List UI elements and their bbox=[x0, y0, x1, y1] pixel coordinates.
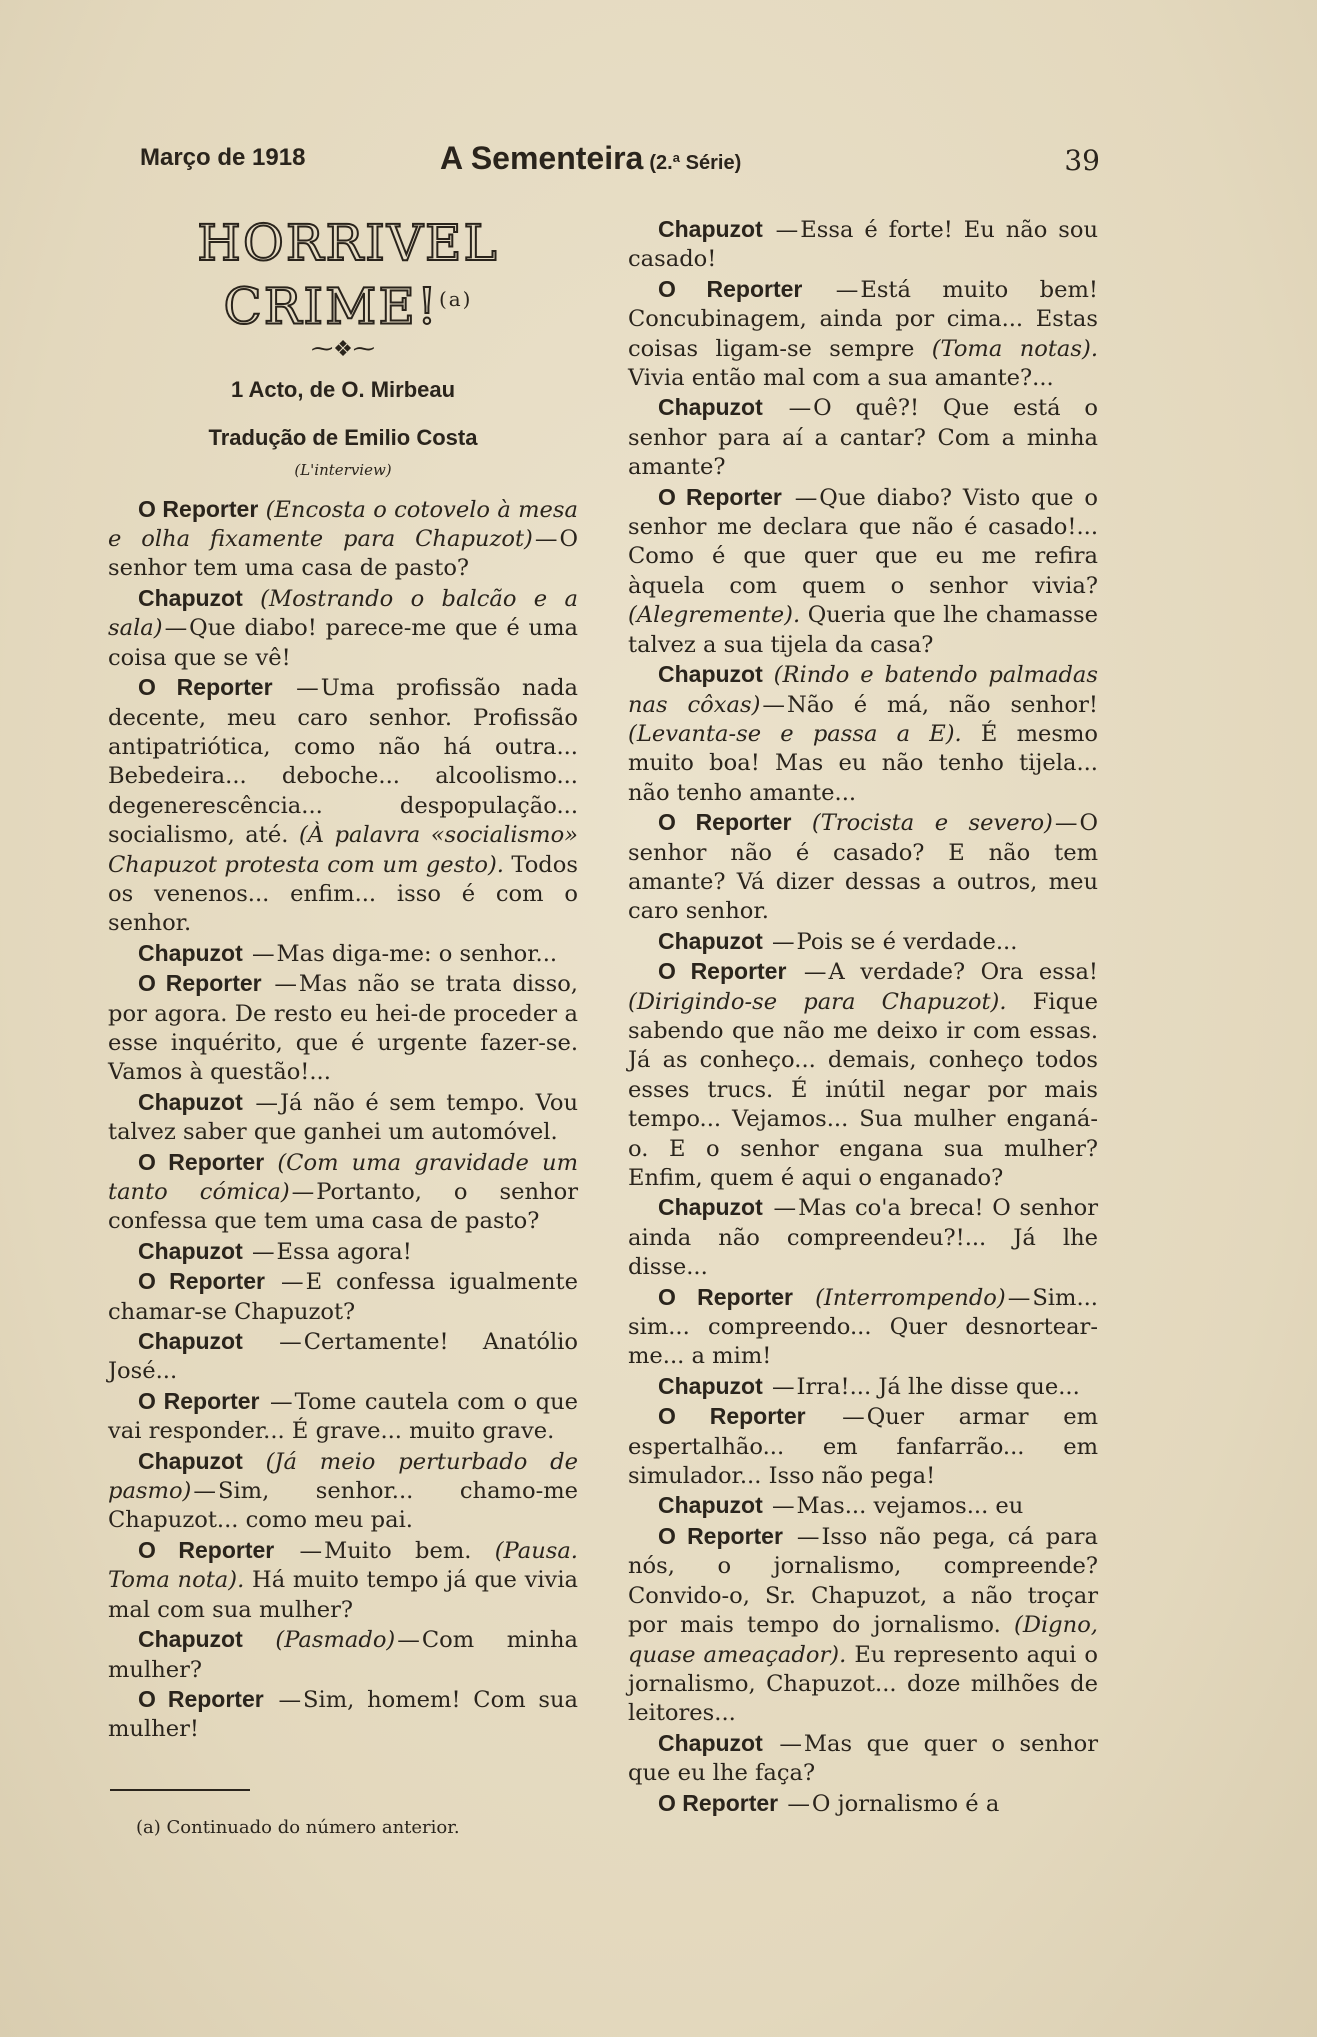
stage-direction: (Rindo e batendo palmadas nas côxas) bbox=[628, 662, 1098, 718]
dialogue-line bbox=[108, 1088, 578, 1148]
right-column bbox=[628, 215, 1098, 1819]
dialogue-text: Portanto, o senhor confessa que tem uma casa de pasto? bbox=[108, 1179, 579, 1235]
dialogue-text: Tome cautela com o que vai responder... É grave... muito grave. bbox=[108, 1388, 578, 1445]
dialogue-line bbox=[628, 1283, 1098, 1372]
dialogue-text: Que diabo! parece-me que é uma coisa que se vê! bbox=[108, 615, 578, 671]
dialogue-line bbox=[108, 1267, 578, 1327]
dialogue-text: Certamente! Anatólio José... bbox=[108, 1329, 578, 1385]
left-column bbox=[108, 215, 578, 1842]
em-dash: — bbox=[251, 1238, 275, 1265]
stage-direction: (Trocista e severo) bbox=[811, 810, 1053, 837]
speaker-name: Chapuzot bbox=[658, 1194, 763, 1221]
dialogue-line bbox=[628, 275, 1098, 394]
speaker-name: Chapuzot bbox=[138, 584, 243, 611]
subtitle: (L'interview) bbox=[294, 460, 392, 479]
dialogue-text: Essa é forte! Eu não sou casado! bbox=[628, 217, 1098, 273]
dialogue-text: O quê?! Que está o senhor para aí a cantar? Com a minha amante? bbox=[628, 395, 1098, 481]
speaker-name: Chapuzot bbox=[138, 1328, 243, 1355]
speaker-name: Chapuzot bbox=[658, 394, 763, 421]
dialogue-line bbox=[628, 808, 1098, 927]
speaker-name: O Reporter bbox=[138, 1536, 275, 1563]
dialogue-line bbox=[108, 969, 578, 1088]
em-dash: — bbox=[397, 1627, 420, 1654]
translator: Tradução de Emilio Costa bbox=[208, 424, 478, 450]
dialogue-line bbox=[628, 1729, 1098, 1789]
dialogue-text: Há muito tempo já que vivia mal com sua mulher? bbox=[108, 1567, 579, 1623]
em-dash: — bbox=[788, 395, 812, 422]
speaker-name: Chapuzot bbox=[138, 1447, 243, 1474]
dialogue-line bbox=[108, 1447, 578, 1536]
speaker-name: O Reporter bbox=[658, 809, 792, 836]
dialogue-line bbox=[108, 939, 578, 969]
speaker-name: O Reporter bbox=[658, 275, 803, 302]
speaker-name: Chapuzot bbox=[658, 927, 763, 954]
em-dash: — bbox=[255, 1089, 278, 1116]
dialogue-line bbox=[108, 1237, 578, 1267]
em-dash: — bbox=[274, 971, 297, 998]
dialogue-text: Não é má, não senhor! bbox=[786, 691, 1098, 718]
dialogue-text: Mas que quer o senhor que eu lhe faça? bbox=[628, 1730, 1098, 1787]
stage-direction: (Já meio perturbado de pasmo) bbox=[108, 1448, 578, 1505]
speaker-name: O Reporter bbox=[138, 674, 273, 701]
speaker-name: Chapuzot bbox=[138, 1088, 243, 1115]
speaker-name: O Reporter bbox=[658, 958, 787, 985]
dialogue-line bbox=[108, 495, 578, 584]
stage-direction: (Dirigindo-se para Chapuzot). bbox=[628, 988, 1007, 1015]
speaker-name: Chapuzot bbox=[658, 661, 763, 688]
em-dash: — bbox=[534, 526, 558, 553]
dialogue-line bbox=[108, 1536, 578, 1625]
speaker-name: O Reporter bbox=[658, 1403, 806, 1430]
dialogue-line bbox=[628, 1372, 1098, 1402]
publication-serie: (2.ª Série) bbox=[649, 152, 742, 174]
dialogue-line bbox=[108, 584, 578, 673]
dialogue-text: Sim... sim... compreendo... Quer desnortear-me... a mim! bbox=[628, 1284, 1098, 1370]
stage-direction: (Levanta-se e passa a E). bbox=[628, 720, 962, 747]
dialogue-line bbox=[628, 957, 1098, 1193]
em-dash: — bbox=[1054, 810, 1078, 837]
dialogue-line bbox=[628, 1789, 1098, 1819]
dialogue-line bbox=[628, 215, 1098, 275]
dialogue-text: Que diabo? Visto que o senhor me declara que não é casado!... Como é que quer que eu me refira àquela com quem o senhor vivia? bbox=[628, 484, 1098, 599]
dialogue-right bbox=[628, 215, 1098, 1819]
dialogue-line bbox=[628, 1522, 1098, 1729]
dialogue-text: Irra!... Já lhe disse que... bbox=[796, 1373, 1080, 1400]
speaker-name: O Reporter bbox=[138, 1148, 265, 1175]
em-dash: — bbox=[296, 675, 319, 702]
page-header bbox=[140, 140, 1100, 180]
dialogue-line bbox=[628, 1193, 1098, 1282]
publication-name: A Sementeira bbox=[440, 140, 644, 176]
dialogue-line bbox=[108, 673, 578, 939]
em-dash: — bbox=[270, 1388, 293, 1415]
em-dash: — bbox=[775, 217, 799, 243]
dialogue-line bbox=[108, 1387, 578, 1447]
em-dash: — bbox=[251, 940, 275, 967]
stage-direction: (Mostrando o balcão e a sala) bbox=[108, 585, 578, 642]
dialogue-text: É mesmo muito boa! Mas eu não tenho tijela... não tenho amante... bbox=[628, 720, 1098, 806]
ornament: ⁓❖⁓ bbox=[311, 336, 375, 362]
footnote: (a) Continuado do número anterior. bbox=[136, 1816, 460, 1838]
dialogue-text: E confessa igualmente chamar-se Chapuzot? bbox=[108, 1269, 578, 1325]
em-dash: — bbox=[1007, 1284, 1031, 1311]
footnote-rule bbox=[110, 1789, 250, 1791]
dialogue-text: Sim, homem! Com sua mulher! bbox=[108, 1686, 578, 1743]
speaker-name: O Reporter bbox=[138, 1685, 264, 1712]
stage-direction: (Interrompendo) bbox=[815, 1284, 1006, 1311]
publication-title bbox=[440, 140, 741, 177]
stage-direction: (Com uma gravidade um tanto cómica) bbox=[108, 1149, 578, 1205]
em-dash: — bbox=[291, 1179, 315, 1205]
dialogue-text: Mas co'a breca! O senhor ainda não compreendeu?!... Já lhe disse... bbox=[628, 1195, 1098, 1281]
speaker-name: Chapuzot bbox=[138, 1626, 243, 1653]
speaker-name: Chapuzot bbox=[658, 1492, 763, 1519]
dialogue-line bbox=[628, 927, 1098, 957]
stage-direction: (Alegremente). bbox=[628, 602, 801, 629]
speaker-name: Chapuzot bbox=[658, 1729, 763, 1756]
stage-direction: (Pausa. Toma nota). bbox=[108, 1537, 578, 1594]
em-dash: — bbox=[299, 1537, 323, 1564]
dialogue-text: Fique sabendo que não me deixo ir com essas. Já as conheço... demais, conheço todos esses trucs. É inútil negar por mais tempo... Vejamos... Sua mulher enganá-o. E o senhor engana sua mulher? Enfim, quem é aqui o enganado? bbox=[628, 988, 1098, 1191]
article-title bbox=[108, 215, 588, 335]
dialogue-text: Está muito bem! Concubinagem, ainda por cima... Estas coisas ligam-se sempre bbox=[628, 276, 1098, 362]
dialogue-text: Mas diga-me: o senhor... bbox=[276, 940, 558, 967]
dialogue-text: Uma profissão nada decente, meu caro senhor. Profissão antipatriótica, como não há outra... Bebedeira... deboche... alcoolismo... degenerescência... despopulação... socialismo, até. bbox=[108, 675, 578, 849]
dialogue-text: Vivia então mal com a sua amante?... bbox=[628, 365, 1054, 392]
dialogue-text: Já não é sem tempo. Vou talvez saber que ganhei um automóvel. bbox=[108, 1089, 578, 1146]
dialogue-text: Mas não se trata disso, por agora. De resto eu hei-de proceder a esse inquérito, que é urgente fazer-se. Vamos à questão!... bbox=[108, 971, 578, 1086]
speaker-name: O Reporter bbox=[658, 1522, 783, 1549]
speaker-name: O Reporter bbox=[658, 1283, 794, 1310]
stage-direction: (Encosta o cotovelo à mesa e olha fixamente para Chapuzot) bbox=[108, 496, 578, 553]
speaker-name: Chapuzot bbox=[138, 1237, 243, 1264]
dialogue-text: Quer armar em espertalhão... em fanfarrão... em simulador... Isso não pega! bbox=[628, 1404, 1098, 1490]
em-dash: — bbox=[842, 1404, 865, 1431]
issue-date: Março de 1918 bbox=[140, 144, 306, 171]
em-dash: — bbox=[278, 1686, 302, 1713]
dialogue-line bbox=[628, 483, 1098, 660]
dialogue-line bbox=[108, 1685, 578, 1745]
speaker-name: Chapuzot bbox=[138, 939, 243, 966]
em-dash: — bbox=[771, 1493, 795, 1520]
dialogue-text: Pois se é verdade... bbox=[796, 928, 1018, 955]
dialogue-text: Isso não pega, cá para nós, o jornalismo, compreende? Convido-o, Sr. Chapuzot, a não troçar por mais tempo do jornalismo. bbox=[628, 1523, 1098, 1639]
dialogue-line bbox=[108, 1148, 578, 1237]
article-title-text: HORRIVEL CRIME! bbox=[197, 214, 499, 336]
speaker-name: O Reporter bbox=[658, 1789, 779, 1816]
speaker-name: Chapuzot bbox=[658, 216, 763, 242]
dialogue-text: O senhor não é casado? E não tem amante? Vá dizer dessas a outros, meu caro senhor. bbox=[628, 810, 1098, 925]
speaker-name: O Reporter bbox=[138, 970, 262, 997]
em-dash: — bbox=[773, 1195, 797, 1222]
stage-direction: (Digno, quase ameaçador). bbox=[628, 1612, 1098, 1668]
em-dash: — bbox=[771, 928, 795, 955]
em-dash: — bbox=[762, 691, 785, 718]
em-dash: — bbox=[796, 1523, 820, 1550]
dialogue-text: O jornalismo é a bbox=[811, 1790, 1000, 1817]
speaker-name: O Reporter bbox=[138, 1387, 260, 1414]
speaker-name: Chapuzot bbox=[658, 1372, 763, 1399]
dialogue-line bbox=[628, 660, 1098, 808]
dialogue-line bbox=[628, 1402, 1098, 1491]
em-dash: — bbox=[279, 1329, 302, 1356]
dialogue-text: Essa agora! bbox=[276, 1238, 412, 1265]
dialogue-text: Sim, senhor... chamo-me Chapuzot... como meu pai. bbox=[108, 1478, 578, 1534]
dialogue-line bbox=[108, 1625, 578, 1685]
em-dash: — bbox=[794, 484, 818, 511]
dialogue-text: Todos os venenos... enfim... isso é com o senhor. bbox=[108, 851, 578, 937]
dialogue-text: Muito bem. bbox=[324, 1537, 472, 1564]
dialogue-text: Eu represento aqui o jornalismo, Chapuzot... doze milhões de leitores... bbox=[628, 1641, 1098, 1727]
dialogue-line bbox=[628, 1491, 1098, 1521]
speaker-name: O Reporter bbox=[658, 483, 782, 510]
dialogue-text: Com minha mulher? bbox=[108, 1627, 578, 1683]
em-dash: — bbox=[803, 959, 827, 986]
em-dash: — bbox=[280, 1269, 304, 1296]
dialogue-text: Queria que lhe chamasse talvez a sua tijela da casa? bbox=[628, 602, 1098, 658]
act-author: 1 Acto, de O. Mirbeau bbox=[230, 376, 456, 402]
em-dash: — bbox=[835, 276, 859, 303]
em-dash: — bbox=[779, 1730, 802, 1757]
dialogue-text: O senhor tem uma casa de pasto? bbox=[108, 526, 578, 582]
em-dash: — bbox=[164, 615, 188, 642]
stage-direction: (À palavra «socialismo» Chapuzot protesta com um gesto). bbox=[108, 822, 579, 878]
dialogue-left bbox=[108, 495, 578, 1745]
dialogue-text: A verdade? Ora essa! bbox=[828, 959, 1098, 986]
em-dash: — bbox=[787, 1790, 810, 1817]
stage-direction: (Toma notas). bbox=[931, 335, 1098, 362]
dialogue-line bbox=[108, 1327, 578, 1387]
dialogue-line bbox=[628, 393, 1098, 482]
dialogue-text: Mas... vejamos... eu bbox=[796, 1493, 1024, 1520]
em-dash: — bbox=[193, 1478, 216, 1505]
speaker-name: O Reporter bbox=[138, 495, 259, 522]
stage-direction: (Pasmado) bbox=[275, 1627, 396, 1654]
em-dash: — bbox=[771, 1373, 795, 1400]
page-number: 39 bbox=[1064, 144, 1100, 177]
speaker-name: O Reporter bbox=[138, 1268, 265, 1295]
title-footnote-mark: (a) bbox=[438, 287, 473, 311]
